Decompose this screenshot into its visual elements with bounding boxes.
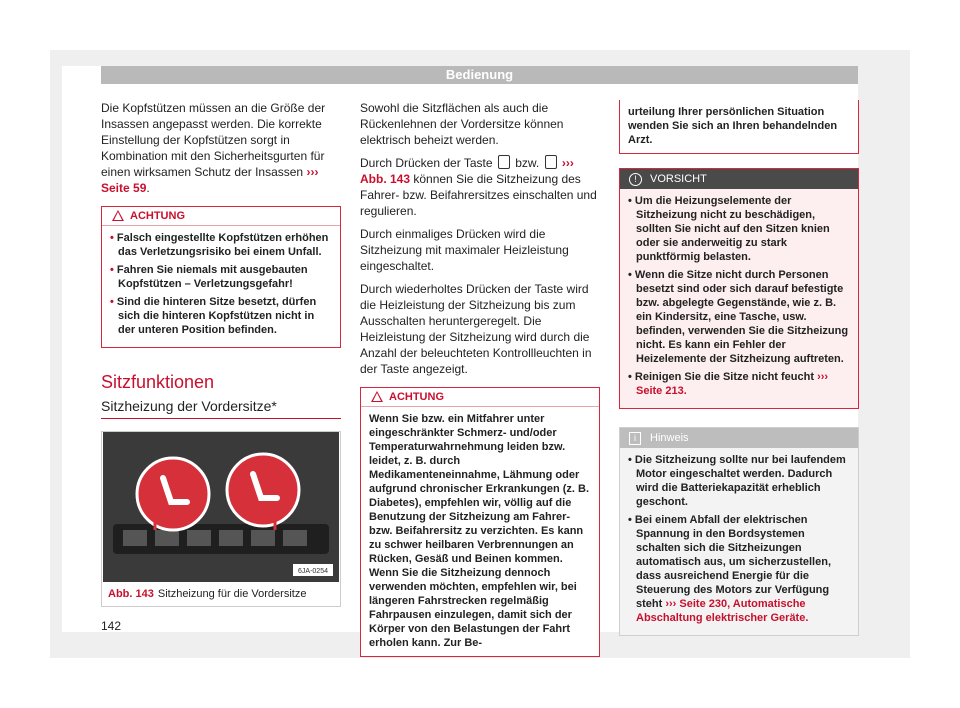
list-item: • Falsch eingestellte Kopfstützen erhöhen das Verletzungsrisiko bei einem Unfall. xyxy=(110,232,329,258)
page-reference-link[interactable]: ››› Seite 59 xyxy=(101,165,319,195)
caution-box xyxy=(619,168,859,409)
paragraph: Durch Drücken der Taste bzw. ››› Abb. 143 können Sie die Sitzheizung des Fahrer- bzw. Beifahrersitzes einschalten und regulieren. xyxy=(360,156,597,218)
column-2 xyxy=(360,100,600,657)
list-item: • Wenn die Sitze nicht durch Personen besetzt sind oder sich darauf befestigte bzw. abgelegte Gegenstände, wie z. B. ein Kindersitz, eine Tasche, usw. befinden, verwenden Sie die Sitzheizung nicht. Es kann ein Fehler der Heizelemente der Sitzheizung auftreten. xyxy=(628,269,849,365)
note-box xyxy=(619,427,859,636)
section-title: Sitzfunktionen xyxy=(101,372,215,392)
warning-body: Wenn Sie bzw. ein Mitfahrer unter eingeschränkter Schmerz- und/oder Temperaturwahrnehmung leiden bzw. leidet, z. B. durch Medikamenteneinnahme, Lähmung oder aufgrund chronischer Erkrankungen (z. B. Diabetes), empfehlen wir, völlig auf die Benutzung der Sitzheizung am Fahrer- bzw. Beifahrersitz zu verzichten. Es kann zu schwer heilbaren Verbrennungen an Rücken, Gesäß und Beinen kommen. Wenn Sie die Sitzheizung dennoch verwenden möchten, empfehlen wir, bei längeren Fahrstrecken regelmäßig Fahrpausen einzulegen, damit sich der Körper von den Belastungen der Fahrt erholen kann. Zur Be- xyxy=(369,413,590,649)
column-3 xyxy=(619,100,859,636)
warning-header: ACHTUNG xyxy=(361,388,599,407)
paragraph: Sowohl die Sitzflächen als auch die Rückenlehnen der Vordersitze können elektrisch beheizt werden. xyxy=(360,101,564,147)
subsection-title: Sitzheizung der Vordersitze* xyxy=(101,398,341,419)
seat-heating-button-icon xyxy=(498,155,510,169)
info-icon: i xyxy=(629,432,641,445)
caution-header: ! VORSICHT xyxy=(620,169,858,189)
note-header: i Hinweis xyxy=(620,428,858,448)
warning-body xyxy=(102,226,340,347)
warning-header: ACHTUNG xyxy=(102,207,340,226)
column-1 xyxy=(101,100,341,607)
warning-box xyxy=(360,387,600,657)
figure-reference-link[interactable]: ››› Abb. 143 xyxy=(360,156,574,186)
list-item: • Die Sitzheizung sollte nur bei laufendem Motor eingeschaltet werden. Dadurch wird die Batteriekapazität erheblich geschont. xyxy=(628,454,846,508)
list-item: • Fahren Sie niemals mit ausgebauten Kopfstützen – Verletzungsgefahr! xyxy=(110,264,308,290)
paragraph: Durch einmaliges Drücken wird die Sitzheizung mit maximaler Heizleistung eingeschaltet. xyxy=(360,227,569,273)
figure xyxy=(101,431,341,607)
warning-continuation-box: urteilung Ihrer persönlichen Situation wenden Sie sich an Ihren behandelnden Arzt. xyxy=(619,100,859,154)
figure-code: 6JA-0254 xyxy=(298,568,328,575)
list-item: • Sind die hinteren Sitze besetzt, dürfen sich die hinteren Kopfstützen nicht in der unteren Position befinden. xyxy=(110,296,317,336)
note-body xyxy=(620,448,858,635)
warning-triangle-icon xyxy=(112,210,124,221)
seat-heating-button-icon xyxy=(545,155,557,169)
exclamation-icon: ! xyxy=(629,173,642,186)
warning-box xyxy=(101,206,341,348)
paragraph: Durch wiederholtes Drücken der Taste wird die Heizleistung der Sitzheizung bis zum Ausschalten heruntergeregelt. Die Heizleistung der Sitzheizung wird durch die Anzahl der beleuchteten Kontrollleuchten in der Taste angezeigt. xyxy=(360,282,592,376)
list-item: • Bei einem Abfall der elektrischen Spannung in den Bordsystemen schalten sich die Sitzheizungen automatisch aus, um sicherzustellen, dass ausreichend Energie für die Steuerung des Motors zur Verfügung steht ››› Seite 230, Automatische Abschaltung elektrischer Geräte. xyxy=(628,514,832,624)
caution-body xyxy=(620,189,858,408)
seat-heating-image xyxy=(103,432,339,582)
page-reference-link[interactable]: ››› Seite 213. xyxy=(636,371,829,397)
page-reference-link[interactable]: ››› Seite 230, Automatische Abschaltung elektrischer Geräte. xyxy=(636,598,809,624)
page-header: Bedienung xyxy=(101,66,858,84)
figure-caption: Abb. 143 Sitzheizung für die Vordersitze xyxy=(108,588,307,600)
list-item: • Um die Heizungselemente der Sitzheizung nicht zu beschädigen, sollten Sie nicht auf den Sitzen knien oder sie anderweitig zu stark punktförmig belasten. xyxy=(628,195,830,263)
dashboard-illustration xyxy=(103,432,339,582)
paragraph: Die Kopfstützen müssen an die Größe der Insassen angepasst werden. Die korrekte Einstellung der Kopfstützen sorgt in Kombination mit den Sicherheitsgurten für einen wirksamen Schutz der Insassen ››› Seite 59. xyxy=(101,101,326,195)
warning-triangle-icon xyxy=(371,391,383,402)
list-item: • Reinigen Sie die Sitze nicht feucht ››› Seite 213. xyxy=(628,371,829,397)
page-number: 142 xyxy=(101,619,122,633)
